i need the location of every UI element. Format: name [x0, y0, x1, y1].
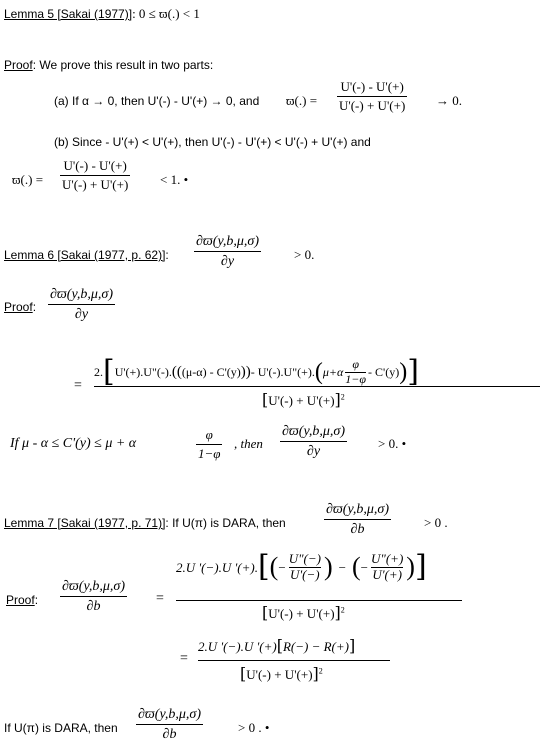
term-mu-plus-alpha: μ+α [322, 365, 344, 379]
derivative-numerator: ∂ϖ(y,b,μ,σ) [50, 287, 113, 302]
phi-denominator: 1−φ [198, 445, 221, 461]
term2-numerator: U"(+) [371, 551, 404, 567]
risk-difference: R(−) − R(+) [282, 639, 349, 654]
condition-then: , then [234, 436, 263, 451]
lemma7-heading [4, 517, 286, 529]
proof5-omega-a: ϖ(.) = [286, 93, 318, 108]
right-bracket: ] [334, 603, 341, 622]
fraction-bar [60, 175, 130, 176]
proof7-fraction-bar-2 [198, 660, 390, 661]
ratio-numerator: U'(-) - U'(+) [63, 158, 127, 173]
term1-fraction [289, 552, 321, 582]
proof6-equals: = [74, 378, 82, 393]
paren-open: ( [351, 552, 361, 581]
lemma6-tail: > 0. [294, 247, 315, 262]
fraction-bar [48, 304, 115, 305]
paren-open: (( [171, 363, 182, 380]
proof5-part-b: (b) Since - U'(+) < U'(+), then U'(-) - U'(+) < U'(-) + U'(+) and [54, 135, 371, 149]
lemma6-colon: : [165, 248, 169, 262]
fraction-bar [194, 251, 261, 252]
proof5-part-a: (a) If α → 0, then U'(-) - U'(+) → 0, and [54, 94, 260, 108]
proof6-colon: : [32, 300, 37, 314]
proof7-fraction-bar [176, 600, 462, 601]
term-mu-alpha: (μ-α) - C'(y) [181, 365, 241, 379]
proof5-part-b-tail: < 1. • [160, 172, 189, 187]
term2-denominator: U'(+) [372, 566, 402, 582]
right-bracket: ] [414, 549, 427, 584]
proof5-omega-b: ϖ(.) = [12, 172, 44, 187]
proof5-intro [4, 59, 213, 71]
denominator-sum: U'(-) + U'(+) [268, 393, 335, 408]
fraction-bar [337, 96, 407, 97]
conclusion-tail: > 0 . • [238, 720, 270, 735]
derivative-numerator: ∂ϖ(y,b,μ,σ) [282, 424, 345, 439]
condition-derivative [280, 424, 347, 460]
derivative-denominator: ∂b [162, 727, 177, 743]
ratio-denominator: U'(-) + U'(+) [62, 176, 129, 192]
numerator-lead: 2.U '(−).U '(+) [198, 639, 277, 654]
right-bracket: ] [334, 390, 341, 409]
phi-numerator: φ [205, 427, 213, 442]
phi-fraction [345, 358, 366, 385]
term-u-plus: U'(+).U"(-). [114, 365, 172, 379]
fraction-bar [196, 444, 222, 445]
fraction-bar [60, 596, 127, 597]
derivative-denominator: ∂b [350, 522, 365, 538]
proof7-numerator-2 [198, 638, 355, 654]
proof7-heading [6, 594, 38, 606]
proof6-condition: If μ - α ≤ C'(y) ≤ μ + α [10, 436, 137, 451]
derivative-numerator: ∂ϖ(y,b,μ,σ) [138, 707, 201, 722]
proof7-colon: : [34, 593, 39, 607]
proof7-big-numerator [176, 549, 427, 584]
proof7-conclusion: If U(π) is DARA, then [4, 721, 118, 735]
paren-close: )) [240, 363, 251, 380]
term1-denominator: U'(−) [290, 566, 320, 582]
lemma7-tail: > 0 . [424, 515, 448, 530]
right-bracket: ] [407, 354, 419, 389]
phi-numerator: φ [352, 357, 359, 372]
proof5-intro-text: : We prove this result in two parts: [32, 58, 214, 72]
left-bracket: [ [103, 354, 115, 389]
phi-denominator: 1−φ [345, 371, 367, 386]
proof5-ratio-b [60, 159, 130, 193]
derivative-numerator: ∂ϖ(y,b,μ,σ) [326, 502, 389, 517]
proof6-main-fraction-bar [94, 386, 540, 387]
term-c-prime: - C'(y) [368, 365, 400, 379]
derivative-numerator: ∂ϖ(y,b,μ,σ) [196, 234, 259, 249]
condition-phi-fraction [196, 428, 222, 462]
proof7-denominator [262, 605, 345, 621]
square-exponent: 2 [340, 605, 345, 615]
right-bracket: ] [348, 636, 356, 655]
minus-sign: − [278, 559, 286, 575]
term-u-minus: - U'(-).U"(+). [250, 365, 315, 379]
proof5-part-a-tail: → 0. [436, 93, 462, 108]
proof7-equals-2: = [180, 651, 188, 666]
proof5-ratio-a [337, 80, 407, 114]
square-exponent: 2 [340, 392, 345, 402]
condition-tail: > 0. • [378, 436, 407, 451]
term2-fraction [371, 552, 403, 582]
denominator-sum: U'(-) + U'(+) [246, 667, 313, 682]
paren-close-big: ) [399, 359, 408, 385]
proof7-label: Proof [6, 593, 35, 607]
paren-open: ( [269, 552, 279, 581]
fraction-bar [324, 519, 391, 520]
lemma5-heading [4, 7, 200, 20]
lemma5-statement: : 0 ≤ ϖ(.) < 1 [132, 6, 200, 21]
lemma6-title: Lemma 6 [Sakai (1977, p. 62)] [4, 248, 166, 262]
proof6-big-denominator [262, 392, 345, 408]
coefficient-two: 2. [94, 365, 103, 379]
proof6-heading [4, 301, 36, 313]
proof7-denominator-2 [240, 666, 323, 682]
proof6-label: Proof [4, 300, 33, 314]
left-bracket: [ [262, 390, 269, 409]
derivative-denominator: ∂b [86, 599, 101, 615]
minus-sign: − [338, 559, 346, 575]
minus-sign: − [360, 559, 368, 575]
derivative-denominator: ∂y [74, 307, 89, 323]
derivative-denominator: ∂y [220, 254, 235, 270]
lemma6-derivative [194, 234, 261, 270]
fraction-bar [280, 441, 347, 442]
paren-close: ) [323, 552, 333, 581]
square-exponent: 2 [318, 666, 323, 676]
lemma7-derivative [324, 502, 391, 538]
derivative-denominator: ∂y [306, 444, 321, 460]
numerator-lead: 2.U '(−).U '(+). [176, 559, 258, 575]
proof7-derivative [60, 579, 127, 615]
proof6-derivative [48, 287, 115, 323]
conclusion-derivative [136, 707, 203, 743]
proof5-label: Proof [4, 58, 33, 72]
lemma5-title: Lemma 5 [Sakai (1977)] [4, 7, 133, 21]
term1-numerator: U"(−) [288, 551, 321, 567]
proof6-big-numerator [94, 354, 419, 389]
ratio-numerator: U'(-) - U'(+) [340, 79, 404, 94]
ratio-denominator: U'(-) + U'(+) [339, 97, 406, 113]
paren-open-big: ( [314, 359, 323, 385]
right-bracket: ] [312, 664, 319, 683]
lemma7-text: : If U(π) is DARA, then [165, 516, 286, 530]
left-bracket: [ [262, 603, 269, 622]
lemma6-heading [4, 249, 169, 261]
proof7-equals: = [156, 591, 164, 606]
fraction-bar [136, 724, 203, 725]
left-bracket: [ [276, 636, 283, 655]
paren-close: ) [406, 552, 415, 581]
derivative-numerator: ∂ϖ(y,b,μ,σ) [62, 579, 125, 594]
left-bracket: [ [257, 549, 270, 584]
lemma7-title: Lemma 7 [Sakai (1977, p. 71)] [4, 516, 166, 530]
denominator-sum: U'(-) + U'(+) [268, 606, 335, 621]
left-bracket: [ [240, 664, 247, 683]
